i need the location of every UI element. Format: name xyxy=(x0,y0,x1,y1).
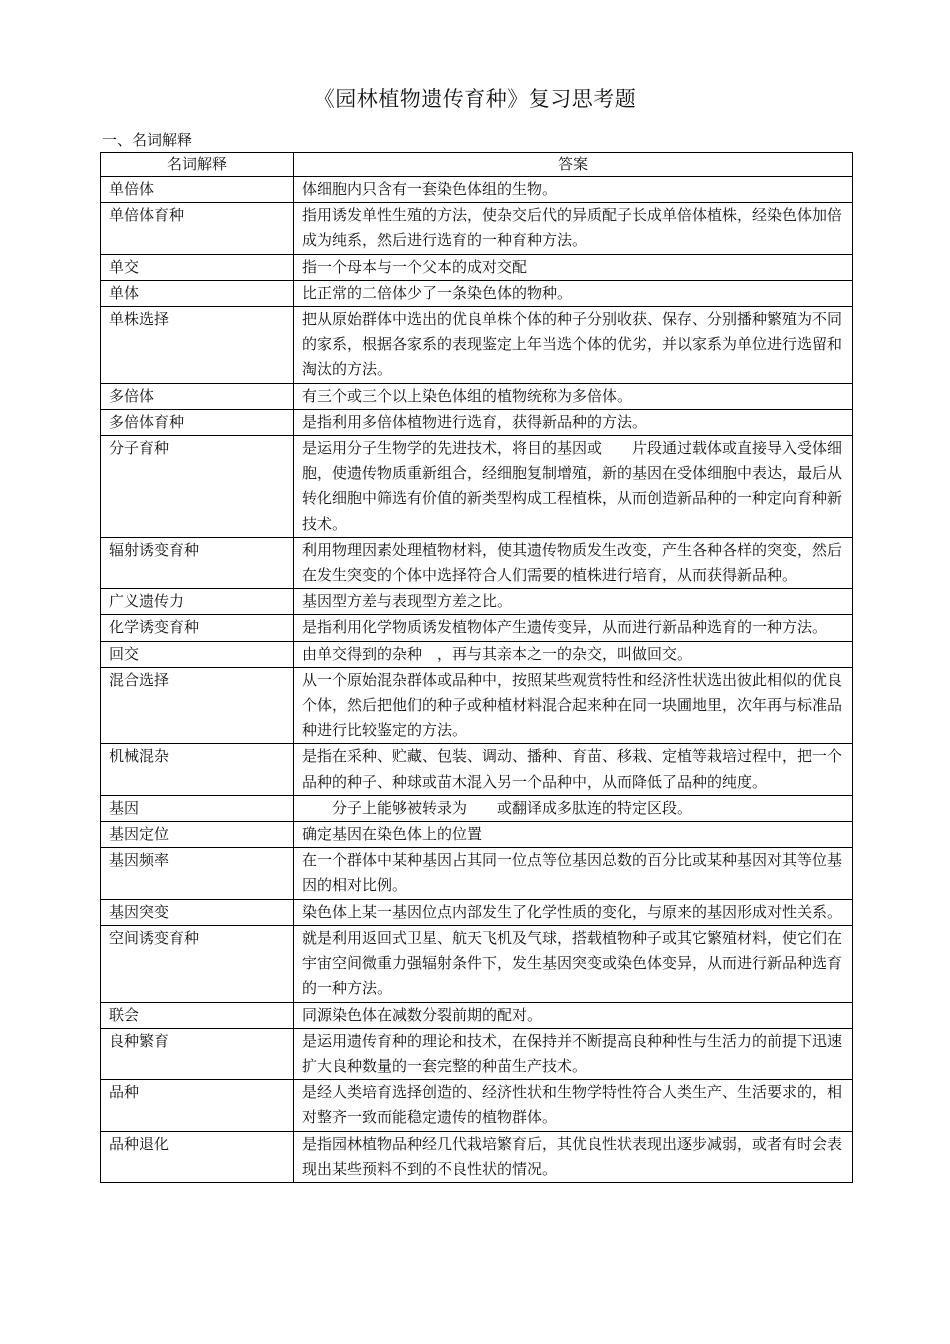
definition-cell: 是指利用多倍体植物进行选育，获得新品种的方法。 xyxy=(294,409,853,435)
term-cell: 机械混杂 xyxy=(101,744,294,795)
definition-cell: 是运用遗传育种的理论和技术，在保持并不断提高良种种性与生活力的前提下迅速扩大良种数量的一套完整的种苗生产技术。 xyxy=(294,1028,853,1079)
table-row xyxy=(101,795,853,821)
definition-cell: 是指利用化学物质诱发植物体产生遗传变异，从而进行新品种选育的一种方法。 xyxy=(294,615,853,641)
definition-cell: 确定基因在染色体上的位置 xyxy=(294,822,853,848)
table-header-row xyxy=(101,153,853,177)
term-cell: 回交 xyxy=(101,641,294,667)
table-row xyxy=(101,641,853,667)
term-cell: 联会 xyxy=(101,1002,294,1028)
table-row xyxy=(101,203,853,254)
table-row xyxy=(101,383,853,409)
term-cell: 广义遗传力 xyxy=(101,589,294,615)
table-row xyxy=(101,1080,853,1131)
table-row xyxy=(101,667,853,744)
table-row xyxy=(101,615,853,641)
term-cell: 化学诱变育种 xyxy=(101,615,294,641)
term-cell: 基因突变 xyxy=(101,899,294,925)
table-row xyxy=(101,744,853,795)
term-cell: 单体 xyxy=(101,280,294,306)
page-title: 《园林植物遗传育种》复习思考题 xyxy=(313,87,637,111)
definition-cell: 把从原始群体中选出的优良单株个体的种子分别收获、保存、分别播种繁殖为不同的家系，根据各家系的表现鉴定上年当选个体的优劣，并以家系为单位进行选留和淘汰的方法。 xyxy=(294,307,853,384)
table-row xyxy=(101,177,853,203)
table-row xyxy=(101,589,853,615)
term-cell: 单倍体 xyxy=(101,177,294,203)
definition-cell: 比正常的二倍体少了一条染色体的物种。 xyxy=(294,280,853,306)
definition-cell: 就是利用返回式卫星、航天飞机及气球，搭载植物种子或其它繁殖材料，使它们在宇宙空间微重力强辐射条件下，发生基因突变或染色体变异，从而进行新品种选育的一种方法。 xyxy=(294,925,853,1002)
term-cell: 多倍体育种 xyxy=(101,409,294,435)
table-row xyxy=(101,537,853,588)
definition-cell: 是运用分子生物学的先进技术，将目的基因或 片段通过载体或直接导入受体细胞，使遗传物质重新组合，经细胞复制增殖，新的基因在受体细胞中表达，最后从转化细胞中筛选有价值的新类型构成工程植株，从而创造新品种的一种定向育种新技术。 xyxy=(294,436,853,538)
definition-cell: 利用物理因素处理植物材料，使其遗传物质发生改变，产生各种各样的突变，然后在发生突变的个体中选择符合人们需要的植株进行培育，从而获得新品种。 xyxy=(294,537,853,588)
term-cell: 单倍体育种 xyxy=(101,203,294,254)
table-row xyxy=(101,848,853,899)
term-cell: 品种退化 xyxy=(101,1131,294,1182)
table-row xyxy=(101,254,853,280)
definition-cell: 指一个母本与一个父本的成对交配 xyxy=(294,254,853,280)
table-row xyxy=(101,899,853,925)
definition-cell: 同源染色体在减数分裂前期的配对。 xyxy=(294,1002,853,1028)
table-row xyxy=(101,307,853,384)
term-cell: 空间诱变育种 xyxy=(101,925,294,1002)
term-cell: 混合选择 xyxy=(101,667,294,744)
table-row xyxy=(101,1131,853,1182)
definition-cell: 基因型方差与表现型方差之比。 xyxy=(294,589,853,615)
section-heading: 一、名词解释 xyxy=(102,131,193,149)
definition-cell: 是指在采种、贮藏、包装、调动、播种、育苗、移栽、定植等栽培过程中，把一个品种的种子、种球或苗木混入另一个品种中，从而降低了品种的纯度。 xyxy=(294,744,853,795)
table-row xyxy=(101,822,853,848)
definition-cell: 在一个群体中某种基因占其同一位点等位基因总数的百分比或某种基因对其等位基因的相对比例。 xyxy=(294,848,853,899)
table-row xyxy=(101,280,853,306)
term-cell: 单株选择 xyxy=(101,307,294,384)
term-cell: 单交 xyxy=(101,254,294,280)
definition-cell: 指用诱发单性生殖的方法，使杂交后代的异质配子长成单倍体植株，经染色体加倍成为纯系，然后进行选育的一种育种方法。 xyxy=(294,203,853,254)
definition-cell: 是经人类培育选择创造的、经济性状和生物学特性符合人类生产、生活要求的，相对整齐一致而能稳定遗传的植物群体。 xyxy=(294,1080,853,1131)
glossary-table xyxy=(100,152,853,1183)
definition-cell: 染色体上某一基因位点内部发生了化学性质的变化，与原来的基因形成对性关系。 xyxy=(294,899,853,925)
definition-cell: 体细胞内只含有一套染色体组的生物。 xyxy=(294,177,853,203)
definition-cell: 由单交得到的杂种 ，再与其亲本之一的杂交，叫做回交。 xyxy=(294,641,853,667)
term-cell: 基因频率 xyxy=(101,848,294,899)
table-row xyxy=(101,436,853,538)
table-row xyxy=(101,1002,853,1028)
term-cell: 基因 xyxy=(101,795,294,821)
term-cell: 分子育种 xyxy=(101,436,294,538)
term-cell: 多倍体 xyxy=(101,383,294,409)
table-row xyxy=(101,925,853,1002)
term-cell: 基因定位 xyxy=(101,822,294,848)
header-term: 名词解释 xyxy=(101,153,294,177)
table-row xyxy=(101,409,853,435)
definition-cell: 是指园林植物品种经几代栽培繁育后，其优良性状表现出逐步减弱，或者有时会表现出某些预料不到的不良性状的情况。 xyxy=(294,1131,853,1182)
definition-cell: 有三个或三个以上染色体组的植物统称为多倍体。 xyxy=(294,383,853,409)
term-cell: 品种 xyxy=(101,1080,294,1131)
glossary-body xyxy=(101,177,853,1183)
definition-cell: 从一个原始混杂群体或品种中，按照某些观赏特性和经济性状选出彼此相似的优良个体，然后把他们的种子或种植材料混合起来种在同一块圃地里，次年再与标准品种进行比较鉴定的方法。 xyxy=(294,667,853,744)
definition-cell: 分子上能够被转录为 或翻译成多肽连的特定区段。 xyxy=(294,795,853,821)
term-cell: 辐射诱变育种 xyxy=(101,537,294,588)
table-row xyxy=(101,1028,853,1079)
header-answer: 答案 xyxy=(294,153,853,177)
term-cell: 良种繁育 xyxy=(101,1028,294,1079)
